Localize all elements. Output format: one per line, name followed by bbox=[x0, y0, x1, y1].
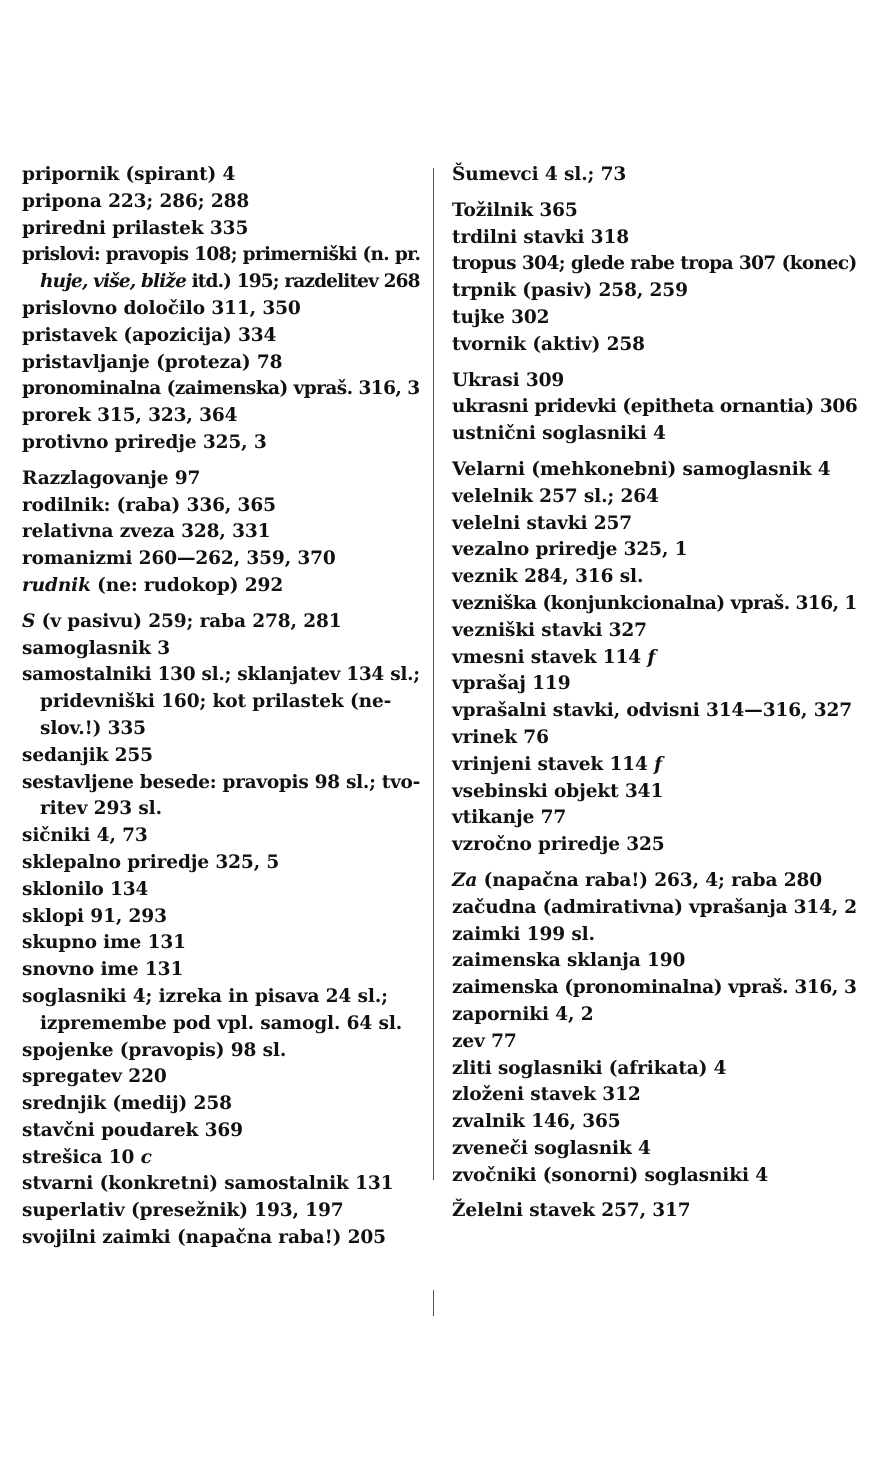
index-entry-text: zev 77 bbox=[452, 1030, 517, 1052]
index-entry-line bbox=[22, 573, 420, 600]
index-entry-text: tvornik (aktiv) 258 bbox=[452, 333, 645, 355]
index-entry bbox=[452, 1002, 857, 1029]
index-entry-text: vzročno priredje 325 bbox=[452, 834, 665, 856]
index-entry bbox=[452, 1056, 857, 1083]
index-entry-italic-text: f bbox=[654, 753, 663, 775]
index-entry-text: samostalniki 130 sl.; sklanjatev 134 sl.; bbox=[22, 664, 420, 686]
index-entry bbox=[452, 1082, 857, 1109]
index-entry-line bbox=[22, 770, 420, 797]
index-entry-line bbox=[452, 332, 857, 359]
index-entry-line bbox=[22, 636, 420, 663]
index-entry-line bbox=[22, 823, 420, 850]
index-entry-text: Ukrasi 309 bbox=[452, 369, 565, 391]
index-entry-line bbox=[22, 930, 420, 957]
index-entry bbox=[452, 805, 857, 832]
index-entry bbox=[22, 930, 420, 957]
index-entry bbox=[22, 636, 420, 663]
index-entry bbox=[22, 743, 420, 770]
index-entry bbox=[22, 430, 420, 457]
index-entry-text: velelni stavki 257 bbox=[452, 512, 633, 534]
index-entry bbox=[22, 957, 420, 984]
index-entry bbox=[452, 457, 857, 484]
index-entry-line bbox=[452, 1029, 857, 1056]
index-entry-line bbox=[22, 1171, 420, 1198]
index-entry-line bbox=[22, 376, 420, 403]
index-entry-text: Tožilnik 365 bbox=[452, 199, 578, 221]
index-entry-text: (v pasivu) 259; raba 278, 281 bbox=[35, 610, 342, 632]
index-entry-text: sestavljene besede: pravopis 98 sl.; tvo- bbox=[22, 771, 421, 793]
index-entry-line bbox=[22, 519, 420, 546]
index-entry bbox=[22, 1171, 420, 1198]
index-entry-text: stvarni (konkretni) samostalnik 131 bbox=[22, 1173, 394, 1195]
index-entry-italic-text: c bbox=[140, 1146, 152, 1168]
index-entry-text: pronominalna (zaimenska) vpraš. 316, 3 bbox=[22, 378, 420, 400]
index-entry-line bbox=[22, 1225, 420, 1252]
index-column-left bbox=[22, 162, 420, 1252]
index-entry-line bbox=[452, 1136, 857, 1163]
index-entry-text: vprašaj 119 bbox=[452, 673, 571, 695]
index-entry-text: pristavek (apozicija) 334 bbox=[22, 324, 277, 346]
index-entry bbox=[452, 332, 857, 359]
index-entry bbox=[452, 484, 857, 511]
index-entry bbox=[22, 1038, 420, 1065]
index-entry-text: začudna (admirativna) vprašanja 314, 2 bbox=[452, 896, 857, 918]
index-entry-line bbox=[452, 421, 857, 448]
index-entry bbox=[452, 868, 857, 895]
index-entry bbox=[22, 162, 420, 189]
index-entry-text: sedanjik 255 bbox=[22, 744, 153, 766]
index-entry-text: vrinek 76 bbox=[452, 726, 549, 748]
index-entry-line bbox=[452, 698, 857, 725]
index-entry bbox=[22, 1145, 420, 1172]
index-entry-line bbox=[22, 609, 420, 636]
index-entry bbox=[22, 609, 420, 636]
index-entry-line bbox=[22, 323, 420, 350]
index-entry-text: sklepalno priredje 325, 5 bbox=[22, 851, 280, 873]
index-entry-text: Šumevci 4 sl.; 73 bbox=[452, 164, 627, 185]
index-entry-continuation bbox=[22, 716, 420, 743]
index-entry-line bbox=[452, 162, 857, 189]
index-entry-continuation bbox=[22, 689, 420, 716]
index-entry-text: romanizmi 260—262, 359, 370 bbox=[22, 548, 336, 570]
index-entry-text: srednjik (medij) 258 bbox=[22, 1093, 232, 1115]
index-entry-text: pripona 223; 286; 288 bbox=[22, 190, 250, 212]
index-entry bbox=[22, 350, 420, 377]
index-entry-line bbox=[452, 1198, 857, 1225]
index-entry-line bbox=[22, 189, 420, 216]
index-entry-line bbox=[452, 1109, 857, 1136]
index-entry-line bbox=[22, 162, 420, 189]
index-entry-text: soglasniki 4; izreka in pisava 24 sl.; bbox=[22, 985, 388, 1007]
index-entry-text: zvalnik 146, 365 bbox=[452, 1111, 621, 1133]
index-entry-line bbox=[452, 457, 857, 484]
index-entry-line bbox=[452, 1163, 857, 1190]
index-entry-line bbox=[452, 895, 857, 922]
index-entry bbox=[22, 493, 420, 520]
index-entry-italic-text: huje, više, bliže bbox=[40, 271, 187, 293]
index-entry-text: Razzlagovanje 97 bbox=[22, 467, 201, 489]
index-entry-line bbox=[22, 1118, 420, 1145]
index-entry bbox=[452, 1109, 857, 1136]
index-entry bbox=[452, 779, 857, 806]
index-entry-line bbox=[452, 484, 857, 511]
index-entry-continuation bbox=[22, 1011, 420, 1038]
index-entry bbox=[22, 1064, 420, 1091]
index-entry-line bbox=[452, 198, 857, 225]
index-entry-text: zaimki 199 sl. bbox=[452, 923, 595, 945]
index-entry-text: zvočniki (sonorni) soglasniki 4 bbox=[452, 1164, 768, 1186]
index-entry-line bbox=[22, 546, 420, 573]
index-entry bbox=[452, 251, 857, 278]
index-entry-text: vrinjeni stavek 114 bbox=[452, 753, 655, 775]
index-entry-line bbox=[452, 278, 857, 305]
index-entry bbox=[452, 1029, 857, 1056]
index-entry-line bbox=[22, 430, 420, 457]
index-entry-line bbox=[22, 1064, 420, 1091]
index-entry-text: zaimenska sklanja 190 bbox=[452, 950, 686, 972]
index-column-right bbox=[452, 162, 857, 1225]
index-entry-line bbox=[452, 975, 857, 1002]
index-entry-line bbox=[452, 752, 857, 779]
index-entry-line bbox=[452, 779, 857, 806]
index-entry-line bbox=[22, 466, 420, 493]
index-entry-text: stavčni poudarek 369 bbox=[22, 1119, 243, 1141]
index-entry bbox=[452, 618, 857, 645]
index-entry-text: (ne: rudokop) 292 bbox=[90, 574, 284, 596]
index-entry bbox=[22, 296, 420, 323]
index-entry-line bbox=[22, 1145, 420, 1172]
index-entry-line bbox=[452, 868, 857, 895]
index-entry-line bbox=[22, 296, 420, 323]
index-entry-line bbox=[452, 805, 857, 832]
index-entry-text: itd.) 195; razdelitev 268 bbox=[186, 271, 420, 293]
index-entry-line bbox=[452, 305, 857, 332]
index-entry-text: tujke 302 bbox=[452, 306, 550, 328]
index-entry-line bbox=[22, 850, 420, 877]
index-entry bbox=[452, 895, 857, 922]
index-entry-line bbox=[452, 1082, 857, 1109]
index-entry bbox=[452, 645, 857, 672]
index-entry-text: Velarni (mehkonebni) samoglasnik 4 bbox=[452, 458, 831, 480]
column-divider-lower bbox=[433, 1290, 434, 1316]
index-entry-italic-text: Za bbox=[452, 869, 478, 891]
index-entry-text: protivno priredje 325, 3 bbox=[22, 431, 267, 453]
index-entry-text: (napačna raba!) 263, 4; raba 280 bbox=[477, 869, 823, 891]
index-entry bbox=[22, 546, 420, 573]
index-entry-line bbox=[452, 537, 857, 564]
index-entry-text: sklonilo 134 bbox=[22, 878, 149, 900]
index-entry-line bbox=[22, 743, 420, 770]
index-entry-text: snovno ime 131 bbox=[22, 959, 184, 981]
index-entry-line bbox=[452, 645, 857, 672]
index-entry-text: skupno ime 131 bbox=[22, 932, 186, 954]
index-entry-text: izpremembe pod vpl. samogl. 64 sl. bbox=[40, 1012, 403, 1034]
index-entry bbox=[22, 1091, 420, 1118]
index-entry-line bbox=[452, 832, 857, 859]
index-entry-text: zaimenska (pronominalna) vpraš. 316, 3 bbox=[452, 977, 857, 999]
index-entry-text: slov.!) 335 bbox=[40, 717, 146, 739]
index-entry bbox=[452, 225, 857, 252]
index-entry-text: samoglasnik 3 bbox=[22, 637, 170, 659]
index-entry-text: vprašalni stavki, odvisni 314—316, 327 bbox=[452, 700, 853, 722]
index-entry-text: pridevniški 160; kot prilastek (ne- bbox=[40, 691, 392, 713]
index-entry-line bbox=[452, 1056, 857, 1083]
index-entry-text: vezniška (konjunkcionalna) vpraš. 316, 1 bbox=[452, 592, 857, 614]
index-entry bbox=[22, 189, 420, 216]
index-entry-text: pripornik (spirant) 4 bbox=[22, 164, 236, 185]
index-entry bbox=[22, 904, 420, 931]
index-entry-text: vtikanje 77 bbox=[452, 807, 567, 829]
index-entry-text: zliti soglasniki (afrikata) 4 bbox=[452, 1057, 727, 1079]
index-entry-text: zveneči soglasnik 4 bbox=[452, 1137, 651, 1159]
index-entry-text: sklopi 91, 293 bbox=[22, 905, 167, 927]
index-entry-line bbox=[452, 618, 857, 645]
index-entry-line bbox=[22, 403, 420, 430]
index-entry-line bbox=[452, 725, 857, 752]
index-entry bbox=[452, 305, 857, 332]
index-entry bbox=[22, 323, 420, 350]
index-entry bbox=[452, 591, 857, 618]
index-entry-text: relativna zveza 328, 331 bbox=[22, 521, 271, 543]
index-entry-text: zloženi stavek 312 bbox=[452, 1084, 641, 1106]
index-entry-line bbox=[22, 242, 420, 269]
index-entry bbox=[452, 198, 857, 225]
index-entry bbox=[452, 975, 857, 1002]
index-entry-line bbox=[452, 1002, 857, 1029]
index-entry bbox=[22, 376, 420, 403]
index-entry-text: superlativ (presežnik) 193, 197 bbox=[22, 1200, 344, 1222]
index-entry-line bbox=[452, 394, 857, 421]
index-entry bbox=[452, 278, 857, 305]
index-entry-line bbox=[452, 368, 857, 395]
index-entry-text: velelnik 257 sl.; 264 bbox=[452, 485, 659, 507]
index-entry bbox=[22, 466, 420, 493]
index-entry-text: prislovi: pravopis 108; primerniški (n. pr. bbox=[22, 244, 421, 266]
index-entry-text: prislovno določilo 311, 350 bbox=[22, 297, 301, 319]
index-entry-text: vezalno priredje 325, 1 bbox=[452, 539, 688, 561]
index-entry-text: priredni prilastek 335 bbox=[22, 217, 249, 239]
index-entry-text: spojenke (pravopis) 98 sl. bbox=[22, 1039, 287, 1061]
index-entry-text: vmesni stavek 114 bbox=[452, 646, 648, 668]
index-entry bbox=[452, 1163, 857, 1190]
index-entry-text: pristavljanje (proteza) 78 bbox=[22, 351, 283, 373]
index-entry-line bbox=[452, 671, 857, 698]
index-entry-text: tropus 304; glede rabe tropa 307 (konec) bbox=[452, 253, 857, 275]
index-entry bbox=[452, 1136, 857, 1163]
index-entry bbox=[452, 162, 857, 189]
index-entry bbox=[22, 823, 420, 850]
index-entry bbox=[22, 1198, 420, 1225]
index-entry-text: veznik 284, 316 sl. bbox=[452, 566, 644, 588]
index-entry bbox=[452, 564, 857, 591]
index-entry-line bbox=[22, 1038, 420, 1065]
index-entry bbox=[452, 394, 857, 421]
index-entry-text: vsebinski objekt 341 bbox=[452, 780, 664, 802]
index-entry bbox=[22, 1118, 420, 1145]
index-entry bbox=[22, 850, 420, 877]
index-entry bbox=[452, 698, 857, 725]
index-entry bbox=[452, 922, 857, 949]
index-entry-line bbox=[22, 216, 420, 243]
index-entry bbox=[22, 770, 420, 824]
index-entry bbox=[452, 671, 857, 698]
column-divider bbox=[433, 168, 434, 1180]
index-entry bbox=[22, 573, 420, 600]
index-entry-line bbox=[22, 662, 420, 689]
index-entry-line bbox=[22, 877, 420, 904]
index-entry-text: Želelni stavek 257, 317 bbox=[452, 1200, 691, 1222]
index-entry bbox=[452, 511, 857, 538]
index-entry-text: ukrasni pridevki (epitheta ornantia) 306 bbox=[452, 396, 858, 418]
index-entry bbox=[22, 519, 420, 546]
index-entry bbox=[22, 984, 420, 1038]
index-entry bbox=[22, 1225, 420, 1252]
index-entry-line bbox=[452, 922, 857, 949]
index-entry-text: trpnik (pasiv) 258, 259 bbox=[452, 280, 688, 302]
index-entry bbox=[452, 752, 857, 779]
index-entry-line bbox=[452, 564, 857, 591]
index-entry bbox=[452, 948, 857, 975]
index-entry-line bbox=[452, 511, 857, 538]
index-entry-continuation bbox=[22, 796, 420, 823]
index-entry-line bbox=[452, 948, 857, 975]
index-entry-text: zaporniki 4, 2 bbox=[452, 1003, 594, 1025]
index-entry-line bbox=[452, 225, 857, 252]
index-entry bbox=[452, 1198, 857, 1225]
index-entry-text: spregatev 220 bbox=[22, 1066, 167, 1088]
index-entry-line bbox=[22, 1091, 420, 1118]
index-entry-line bbox=[22, 350, 420, 377]
index-entry-italic-text: f bbox=[647, 646, 656, 668]
index-entry bbox=[22, 877, 420, 904]
index-entry-text: svojilni zaimki (napačna raba!) 205 bbox=[22, 1227, 386, 1249]
index-entry bbox=[452, 368, 857, 395]
index-entry-text: trdilni stavki 318 bbox=[452, 226, 630, 248]
index-entry bbox=[22, 216, 420, 243]
index-entry-text: ritev 293 sl. bbox=[40, 798, 162, 820]
index-entry bbox=[452, 832, 857, 859]
index-entry-text: ustnični soglasniki 4 bbox=[452, 423, 666, 445]
index-entry-line bbox=[22, 493, 420, 520]
index-entry-text: rodilnik: (raba) 336, 365 bbox=[22, 494, 276, 516]
index-entry bbox=[22, 242, 420, 296]
index-entry-italic-text: S bbox=[22, 610, 36, 632]
index-entry bbox=[452, 537, 857, 564]
index-entry-line bbox=[22, 1198, 420, 1225]
index-entry-continuation bbox=[22, 269, 420, 296]
index-entry-line bbox=[22, 904, 420, 931]
index-entry-line bbox=[452, 251, 857, 278]
index-entry-text: vezniški stavki 327 bbox=[452, 619, 647, 641]
index-entry bbox=[22, 403, 420, 430]
index-entry-text: sičniki 4, 73 bbox=[22, 825, 148, 847]
index-entry-italic-text: rudnik bbox=[22, 574, 91, 596]
index-entry-line bbox=[22, 957, 420, 984]
index-entry-line bbox=[22, 984, 420, 1011]
index-entry bbox=[22, 662, 420, 742]
index-entry bbox=[452, 421, 857, 448]
index-entry-text: strešica 10 bbox=[22, 1146, 141, 1168]
index-entry-text: prorek 315, 323, 364 bbox=[22, 405, 238, 427]
index-entry bbox=[452, 725, 857, 752]
index-entry-line bbox=[452, 591, 857, 618]
